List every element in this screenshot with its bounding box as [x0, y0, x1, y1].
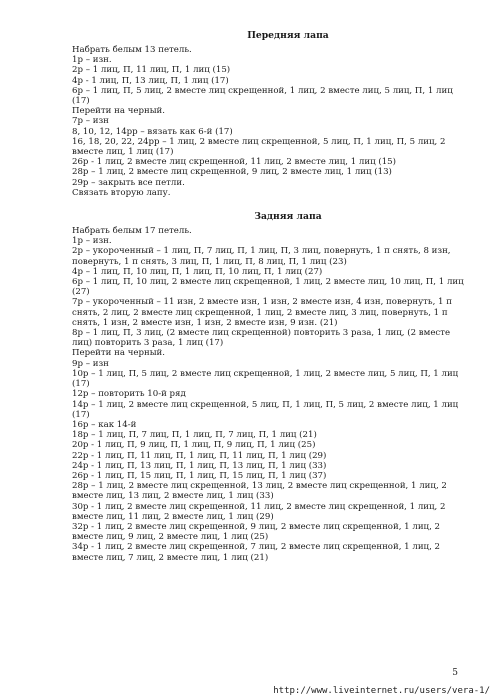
text-line: 24р - 1 лиц, П, 13 лиц, П, 1 лиц, П, 13 лиц, П, 1 лиц (33) — [72, 460, 327, 471]
section-front-paw — [72, 29, 464, 198]
text-line: 8р – 1 лиц, П, 3 лиц, (2 вместе лиц скрещенной) повторить 3 раза, 1 лиц, (2 вместе лиц) повторить 3 раза, 1 лиц (17) — [72, 328, 451, 349]
text-line: 1р – изн. — [72, 55, 112, 66]
text-line: 7р – изн — [72, 116, 109, 127]
text-line: 28р – 1 лиц, 2 вместе лиц скрещенной, 9 лиц, 2 вместе лиц, 1 лиц (13) — [72, 167, 392, 178]
text-line: 2р – укороченный – 1 лиц, П, 7 лиц, П, 1 лиц, П, 3 лиц, повернуть, 1 п снять, 8 изн, повернуть, 1 п снять, 3 лиц, П, 1 лиц, П, 8 лиц, П, 1 лиц (23) — [72, 246, 451, 267]
text-line: 20р - 1 лиц, П, 9 лиц, П, 1 лиц, П, 9 лиц, П, 1 лиц (25) — [72, 440, 316, 451]
text-line: 6р – 1 лиц, П, 10 лиц, 2 вместе лиц скрещенной, 1 лиц, 2 вместе лиц, 10 лиц, П, 1 лиц (27) — [72, 277, 464, 298]
text-line: Набрать белым 13 петель. — [72, 45, 192, 55]
text-line: Связать вторую лапу. — [72, 187, 171, 198]
page-number: 5 — [452, 668, 458, 678]
text-line: 4р – 1 лиц, П, 10 лиц, П, 1 лиц, П, 10 лиц, П, 1 лиц (27) — [72, 266, 323, 277]
document-page — [72, 29, 464, 563]
text-line: 4р - 1 лиц, П, 13 лиц, П, 1 лиц (17) — [72, 75, 229, 86]
text-line: Перейти на черный. — [72, 106, 165, 117]
footer-url[interactable]: http://www.liveinternet.ru/users/vera-1/ — [273, 686, 490, 696]
text-line: 16, 18, 20, 22, 24рр – 1 лиц, 2 вместе лиц скрещенной, 5 лиц, П, 1 лиц, П, 5 лиц, 2 вместе лиц, 1 лиц (17) — [72, 136, 446, 158]
text-line: 30р - 1 лиц, 2 вместе лиц скрещенной, 11 лиц, 2 вместе лиц скрещенной, 1 лиц, 2 вместе лиц, 11 лиц, 2 вместе лиц, 1 лиц (29) — [72, 501, 446, 522]
text-line: Набрать белым 17 петель. — [72, 226, 192, 237]
text-line: 34р - 1 лиц, 2 вместе лиц скрещенной, 7 лиц, 2 вместе лиц скрещенной, 1 лиц, 2 вместе лиц, 7 лиц, 2 вместе лиц, 1 лиц (21) — [72, 542, 441, 563]
text-line: Перейти на черный. — [72, 348, 165, 359]
text-line: 14р – 1 лиц, 2 вместе лиц скрещенной, 5 лиц, П, 1 лиц, П, 5 лиц, 2 вместе лиц, 1 лиц (17) — [72, 399, 459, 420]
text-line: 18р – 1 лиц, П, 7 лиц, П, 1 лиц, П, 7 лиц, П, 1 лиц (21) — [72, 430, 317, 441]
text-line: 26р - 1 лиц, 2 вместе лиц скрещенной, 11 лиц, 2 вместе лиц, 1 лиц (15) — [72, 157, 396, 168]
text-line: 7р – укороченный – 11 изн, 2 вместе изн, 1 изн, 2 вместе изн, 4 изн, повернуть, 1 п снять, 2 лиц, 2 вместе лиц скрещенной, 1 лиц, 2 вместе лиц, 3 лиц, повернуть, 1 п снять, 1 изн, 2 вместе изн, 1 изн, 2 вместе изн, 9 изн. (21) — [72, 297, 452, 328]
text-line: 28р – 1 лиц, 2 вместе лиц скрещенной, 13 лиц, 2 вместе лиц скрещенной, 1 лиц, 2 вместе лиц, 13 лиц, 2 вместе лиц, 1 лиц (33) — [72, 481, 447, 502]
text-line: 2р – 1 лиц, П, 11 лиц, П, 1 лиц (15) — [72, 65, 231, 76]
text-line: 22р - 1 лиц, П, 11 лиц, П, 1 лиц, П, 11 лиц, П, 1 лиц (29) — [72, 450, 327, 461]
text-line: 29р – закрыть все петли. — [72, 177, 185, 188]
text-line: 8, 10, 12, 14рр – вязать как 6-й (17) — [72, 126, 233, 137]
text-line: 26р - 1 лиц, П, 15 лиц, П, 1 лиц, П, 15 лиц, П, 1 лиц (37) — [72, 470, 327, 481]
section-title: Задняя лапа — [254, 211, 322, 223]
section-gap — [72, 198, 464, 210]
text-line: 12р – повторить 10-й ряд — [72, 389, 186, 400]
text-line: 16р – как 14-й — [72, 419, 137, 430]
section-hind-paw — [72, 210, 464, 563]
section-title: Передняя лапа — [247, 30, 329, 41]
text-line: 10р – 1 лиц, П, 5 лиц, 2 вместе лиц скрещенной, 1 лиц, 2 вместе лиц, 5 лиц, П, 1 лиц (17) — [72, 368, 459, 390]
text-line: 6р – 1 лиц, П, 5 лиц, 2 вместе лиц скрещенной, 1 лиц, 2 вместе лиц, 5 лиц, П, 1 лиц (17) — [72, 85, 453, 107]
text-line: 9р – изн — [72, 358, 109, 369]
text-line: 1р – изн. — [72, 236, 112, 247]
text-line: 32р - 1 лиц, 2 вместе лиц скрещенной, 9 лиц, 2 вместе лиц скрещенной, 1 лиц, 2 вместе лиц, 9 лиц, 2 вместе лиц, 1 лиц (25) — [72, 521, 441, 543]
